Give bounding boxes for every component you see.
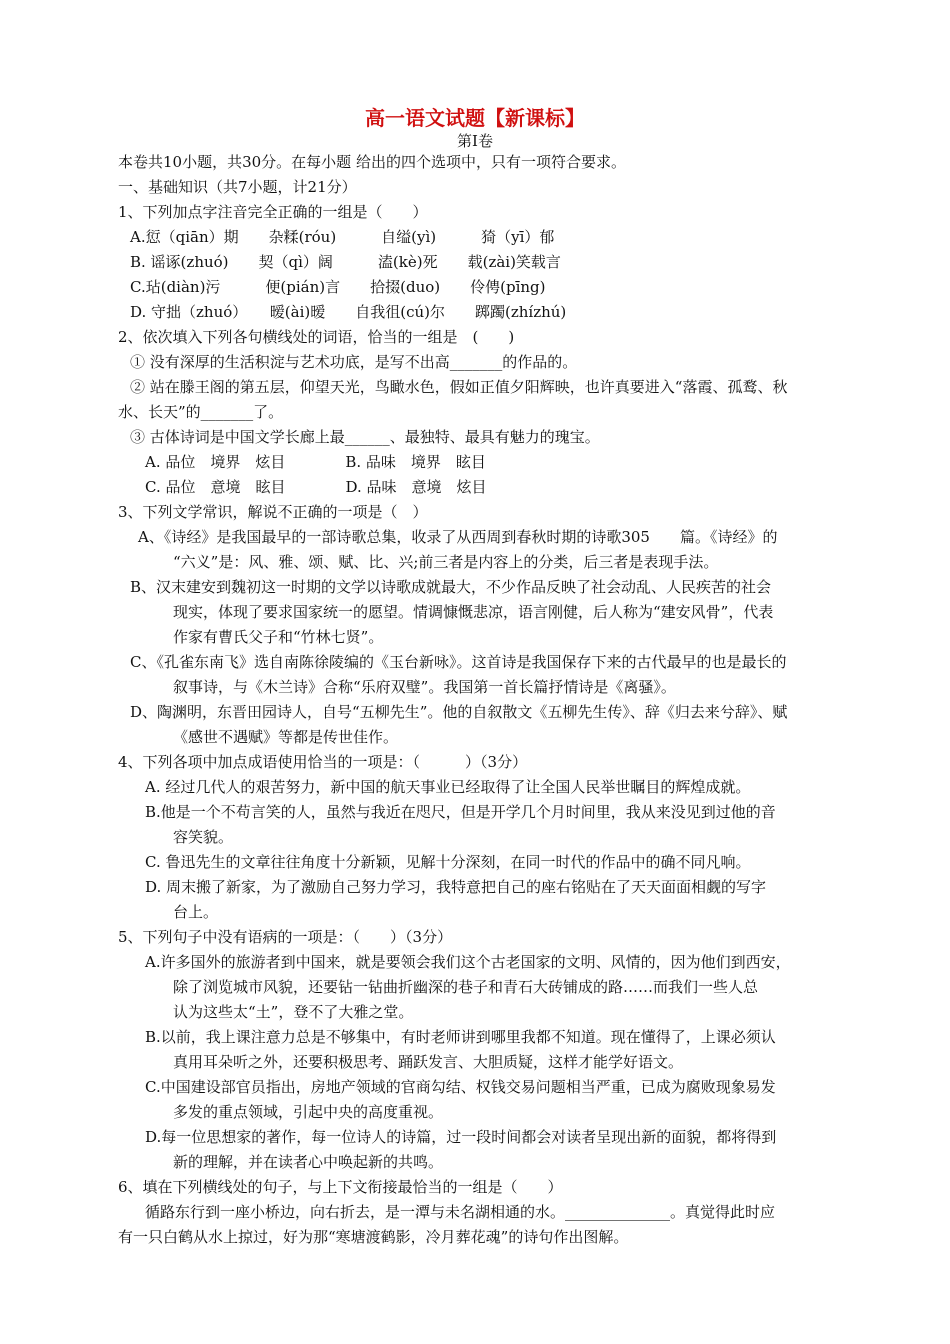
question-4-option-a: A. 经过几代人的艰苦努力，新中国的航天事业已经取得了让全国人民举世瞩目的辉煌成就。 [145, 778, 751, 796]
volume-label: 第Ⅰ卷 [457, 132, 493, 150]
question-5-option-b-cont: 真用耳朵听之外，还要积极思考、踊跃发言、大胆质疑，这样才能学好语文。 [173, 1053, 684, 1071]
question-5-option-d-cont: 新的理解，并在读者心中唤起新的共鸣。 [173, 1153, 444, 1171]
question-2-sentence-3: ③ 古体诗词是中国文学长廊上最______、最独特、最具有魅力的瑰宝。 [130, 428, 600, 446]
question-6-passage: 循路东行到一座小桥边，向右折去，是一潭与未名湖相通的水。______________。真觉得此时应 [145, 1203, 776, 1221]
question-4-option-b: B.他是一个不苟言笑的人，虽然与我近在咫尺，但是开学几个月时间里，我从来没见到过他的音 [145, 803, 776, 821]
question-5-option-a-cont-2: 认为这些太“土”，登不了大雅之堂。 [173, 1003, 414, 1021]
question-6-passage-cont: 有一只白鹤从水上掠过，好为那“寒塘渡鹤影，冷月葬花魂”的诗句作出图解。 [118, 1228, 629, 1246]
question-2-sentence-1: ① 没有深厚的生活积淀与艺术功底，是写不出高_______的作品的。 [130, 353, 578, 371]
question-2-stem: 2、依次填入下列各句横线处的词语，恰当的一组是 ( ) [118, 328, 515, 346]
question-5-option-c-cont: 多发的重点领域，引起中央的高度重视。 [173, 1103, 444, 1121]
question-4-option-b-cont: 容笑貌。 [173, 828, 234, 846]
question-2-sentence-2: ② 站在滕王阁的第五层，仰望天光，鸟瞰水色，假如正值夕阳辉映，也许真要进入“落霞、孤鹜、秋 [130, 378, 788, 396]
question-3-option-d-cont: 《感世不遇赋》等都是传世佳作。 [173, 728, 399, 746]
question-3-option-c: C、《孔雀东南飞》选自南陈徐陵编的《玉台新咏》。这首诗是我国保存下来的古代最早的也是最长的 [130, 653, 787, 671]
question-3-option-b-cont-1: 现实，体现了要求国家统一的愿望。情调慷慨悲凉，语言刚健，后人称为“建安风骨”，代表 [173, 603, 774, 621]
question-1-option-c: C.玷(diàn)污 便(pián)言 拾掇(duo) 伶俜(pīng) [130, 278, 546, 296]
question-3-option-a-cont: “六义”是：风、雅、颂、赋、比、兴;前三者是内容上的分类，后三者是表现手法。 [173, 553, 719, 571]
question-1-option-b: B. 谣诼(zhuó) 契（qì）阔 溘(kè)死 载(zài)笑载言 [130, 253, 561, 271]
question-5-option-a-cont-1: 除了浏览城市风貌，还要钻一钻曲折幽深的巷子和青石大砖铺成的路……而我们一些人总 [173, 978, 759, 996]
page-title: 高一语文试题【新课标】 [365, 106, 585, 130]
question-5-option-a: A.许多国外的旅游者到中国来，就是要领会我们这个古老国家的文明、风情的，因为他们到西安， [145, 953, 791, 971]
question-4-option-d: D. 周末搬了新家，为了激励自己努力学习，我特意把自己的座右铭贴在了天天面面相觑的写字 [145, 878, 767, 896]
question-5-option-b: B.以前，我上课注意力总是不够集中，有时老师讲到哪里我都不知道。现在懂得了，上课必须认 [145, 1028, 776, 1046]
question-5-option-c: C.中国建设部官员指出，房地产领域的官商勾结、权钱交易问题相当严重，已成为腐败现象易发 [145, 1078, 776, 1096]
question-4-stem: 4、下列各项中加点成语使用恰当的一项是：（ ）（3分） [118, 753, 528, 771]
question-5-stem: 5、下列句子中没有语病的一项是：（ ）（3分） [118, 928, 453, 946]
intro-line: 本卷共10小题，共30分。在每小题 给出的四个选项中，只有一项符合要求。 [118, 153, 626, 171]
question-3-stem: 3、下列文学常识，解说不正确的一项是（ ） [118, 503, 428, 521]
question-3-option-a: A、《诗经》是我国最早的一部诗歌总集，收录了从西周到春秋时期的诗歌305 篇。《诗经》的 [138, 528, 778, 546]
question-3-option-c-cont: 叙事诗，与《木兰诗》合称“乐府双璧”。我国第一首长篇抒情诗是《离骚》。 [173, 678, 676, 696]
question-2-sentence-2-cont: 水、长天”的_______了。 [118, 403, 284, 421]
question-4-option-d-cont: 台上。 [173, 903, 219, 921]
question-2-options-cd: C. 品位 意境 眩目 D. 品味 意境 炫目 [145, 478, 487, 496]
question-3-option-b-cont-2: 作家有曹氏父子和“竹林七贤”。 [173, 628, 384, 646]
question-2-options-ab: A. 品位 境界 炫目 B. 品味 境界 眩目 [145, 453, 486, 471]
question-1-option-d: D. 守拙（zhuó） 暧(ài)暧 自我徂(cú)尔 踯躅(zhízhú) [130, 303, 567, 321]
question-3-option-d: D、陶渊明，东晋田园诗人，自号“五柳先生”。他的自叙散文《五柳先生传》、辞《归去来兮辞》、赋 [130, 703, 788, 721]
question-4-option-c: C. 鲁迅先生的文章往往角度十分新颖，见解十分深刻，在同一时代的作品中的确不同凡响。 [145, 853, 751, 871]
question-1-stem: 1、下列加点字注音完全正确的一组是（ ） [118, 203, 428, 221]
question-1-option-a: A.愆（qiān）期 杂糅(róu) 自缢(yì) 猗（yī）郁 [130, 228, 555, 246]
question-3-option-b: B、汉末建安到魏初这一时期的文学以诗歌成就最大，不少作品反映了社会动乱、人民疾苦的社会 [130, 578, 772, 596]
section-heading: 一、基础知识（共7小题，计21分） [118, 178, 357, 196]
question-5-option-d: D.每一位思想家的著作，每一位诗人的诗篇，过一段时间都会对读者呈现出新的面貌，都将得到 [145, 1128, 777, 1146]
question-6-stem: 6、填在下列横线处的句子，与上下文衔接最恰当的一组是（ ） [118, 1178, 563, 1196]
